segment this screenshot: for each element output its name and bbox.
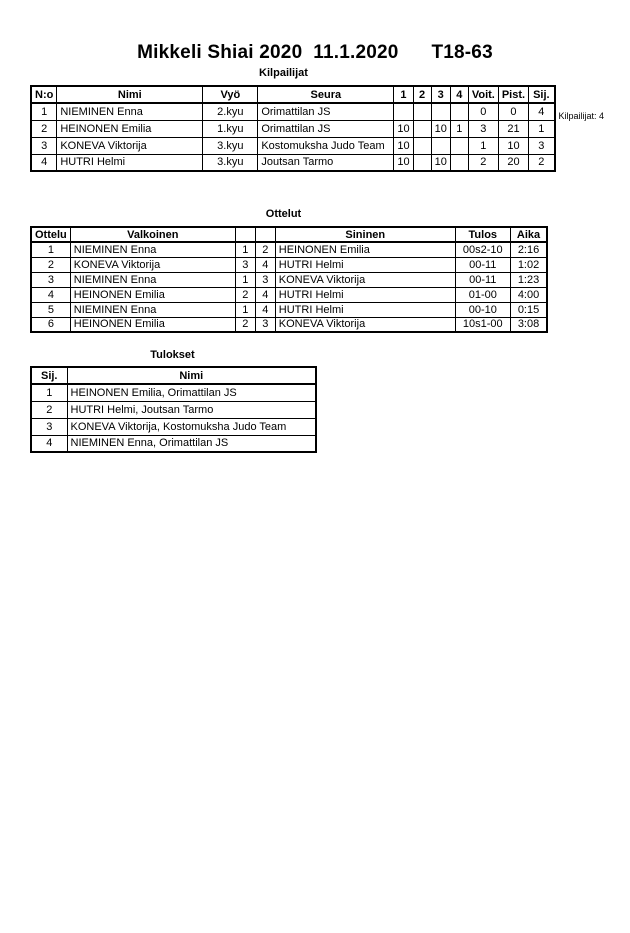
cell-score3: 10 (431, 120, 450, 137)
col-header-white: Valkoinen (70, 227, 235, 242)
cell-white-no: 1 (235, 302, 255, 317)
cell-score1: 10 (394, 137, 413, 154)
cell-no: 3 (31, 137, 57, 154)
cell-white: NIEMINEN Enna (70, 302, 235, 317)
cell-points: 21 (498, 120, 528, 137)
cell-result: 10s1-00 (455, 317, 510, 332)
cell-result-name: KONEVA Viktorija, Kostomuksha Judo Team (67, 418, 316, 435)
col-header-wins: Voit. (468, 86, 498, 103)
cell-blue: HUTRI Helmi (275, 287, 455, 302)
col-header-points: Pist. (498, 86, 528, 103)
cell-name: KONEVA Viktorija (57, 137, 203, 154)
col-header-belt: Vyö (203, 86, 258, 103)
cell-white-no: 2 (235, 317, 255, 332)
results-header-row (31, 367, 316, 384)
cell-place: 1 (529, 120, 555, 137)
section-title-ottelut: Ottelut (265, 208, 302, 220)
col-header-result-name: Nimi (67, 367, 316, 384)
cell-white-no: 1 (235, 272, 255, 287)
competitor-row (31, 120, 555, 137)
cell-score3 (431, 137, 450, 154)
cell-match-no: 6 (31, 317, 70, 332)
col-header-blue: Sininen (275, 227, 455, 242)
cell-white: NIEMINEN Enna (70, 242, 235, 257)
cell-white-no: 3 (235, 257, 255, 272)
cell-place: 3 (529, 137, 555, 154)
cell-result: 00-10 (455, 302, 510, 317)
cell-club: Orimattilan JS (258, 103, 394, 120)
cell-result-name: HUTRI Helmi, Joutsan Tarmo (67, 401, 316, 418)
section-title-tulokset: Tulokset (150, 349, 195, 361)
matches-table (30, 226, 548, 333)
col-header-score1: 1 (394, 86, 413, 103)
cell-club: Orimattilan JS (258, 120, 394, 137)
cell-blue-no: 3 (255, 317, 275, 332)
match-row (31, 287, 547, 302)
cell-blue-no: 4 (255, 287, 275, 302)
col-header-score2: 2 (413, 86, 431, 103)
cell-no: 1 (31, 103, 57, 120)
cell-result-name: HEINONEN Emilia, Orimattilan JS (67, 384, 316, 401)
cell-score2 (413, 154, 431, 171)
cell-wins: 2 (468, 154, 498, 171)
cell-blue: HUTRI Helmi (275, 257, 455, 272)
cell-result-place: 3 (31, 418, 67, 435)
cell-white-no: 2 (235, 287, 255, 302)
matches-header-row (31, 227, 547, 242)
cell-place: 2 (529, 154, 555, 171)
match-row (31, 302, 547, 317)
cell-score4: 1 (450, 120, 468, 137)
cell-time: 0:15 (510, 302, 547, 317)
cell-name: HUTRI Helmi (57, 154, 203, 171)
section-title-kilpailijat: Kilpailijat (259, 67, 308, 79)
competitor-row (31, 103, 555, 120)
cell-score1 (394, 103, 413, 120)
cell-match-no: 1 (31, 242, 70, 257)
cell-white-no: 1 (235, 242, 255, 257)
cell-blue: HEINONEN Emilia (275, 242, 455, 257)
col-header-club: Seura (258, 86, 394, 103)
cell-score3 (431, 103, 450, 120)
cell-match-no: 5 (31, 302, 70, 317)
cell-white: HEINONEN Emilia (70, 287, 235, 302)
competitors-header-row (31, 86, 555, 103)
cell-belt: 1.kyu (203, 120, 258, 137)
cell-place: 4 (529, 103, 555, 120)
result-row (31, 401, 316, 418)
cell-time: 3:08 (510, 317, 547, 332)
cell-club: Kostomuksha Judo Team (258, 137, 394, 154)
cell-blue: KONEVA Viktorija (275, 317, 455, 332)
cell-belt: 3.kyu (203, 154, 258, 171)
cell-result-place: 2 (31, 401, 67, 418)
cell-points: 0 (498, 103, 528, 120)
cell-time: 4:00 (510, 287, 547, 302)
cell-blue: KONEVA Viktorija (275, 272, 455, 287)
col-header-result: Tulos (455, 227, 510, 242)
cell-result: 01-00 (455, 287, 510, 302)
col-header-place: Sij. (529, 86, 555, 103)
cell-wins: 0 (468, 103, 498, 120)
match-row (31, 272, 547, 287)
cell-wins: 3 (468, 120, 498, 137)
cell-no: 2 (31, 120, 57, 137)
cell-score4 (450, 103, 468, 120)
cell-name: NIEMINEN Enna (57, 103, 203, 120)
results-table (30, 366, 317, 453)
cell-result: 00-11 (455, 257, 510, 272)
col-header-score3: 3 (431, 86, 450, 103)
col-header-no: N:o (31, 86, 57, 103)
col-header-score4: 4 (450, 86, 468, 103)
cell-name: HEINONEN Emilia (57, 120, 203, 137)
cell-score2 (413, 120, 431, 137)
cell-score3: 10 (431, 154, 450, 171)
cell-club: Joutsan Tarmo (258, 154, 394, 171)
page-title: Mikkeli Shiai 2020 11.1.2020 T18-63 (137, 42, 493, 63)
match-row (31, 242, 547, 257)
cell-result: 00s2-10 (455, 242, 510, 257)
cell-time: 1:23 (510, 272, 547, 287)
cell-belt: 3.kyu (203, 137, 258, 154)
cell-blue-no: 2 (255, 242, 275, 257)
col-header-blue-no (255, 227, 275, 242)
cell-white: NIEMINEN Enna (70, 272, 235, 287)
result-row (31, 418, 316, 435)
cell-result-place: 1 (31, 384, 67, 401)
cell-score4 (450, 137, 468, 154)
result-row (31, 384, 316, 401)
cell-match-no: 4 (31, 287, 70, 302)
cell-score4 (450, 154, 468, 171)
cell-score1: 10 (394, 120, 413, 137)
competitor-row (31, 154, 555, 171)
match-row (31, 317, 547, 332)
cell-white: HEINONEN Emilia (70, 317, 235, 332)
cell-time: 2:16 (510, 242, 547, 257)
cell-blue-no: 3 (255, 272, 275, 287)
col-header-name: Nimi (57, 86, 203, 103)
cell-points: 10 (498, 137, 528, 154)
cell-points: 20 (498, 154, 528, 171)
cell-belt: 2.kyu (203, 103, 258, 120)
col-header-time: Aika (510, 227, 547, 242)
col-header-result-place: Sij. (31, 367, 67, 384)
cell-result-place: 4 (31, 435, 67, 452)
competitors-table (30, 85, 556, 172)
cell-score2 (413, 103, 431, 120)
competitors-count-label: Kilpailijat: 4 (558, 111, 604, 121)
competitor-row (31, 137, 555, 154)
cell-blue-no: 4 (255, 257, 275, 272)
cell-white: KONEVA Viktorija (70, 257, 235, 272)
result-row (31, 435, 316, 452)
cell-no: 4 (31, 154, 57, 171)
cell-match-no: 2 (31, 257, 70, 272)
cell-score2 (413, 137, 431, 154)
cell-blue-no: 4 (255, 302, 275, 317)
cell-time: 1:02 (510, 257, 547, 272)
cell-wins: 1 (468, 137, 498, 154)
col-header-match-no: Ottelu (31, 227, 70, 242)
match-row (31, 257, 547, 272)
cell-result: 00-11 (455, 272, 510, 287)
cell-result-name: NIEMINEN Enna, Orimattilan JS (67, 435, 316, 452)
cell-match-no: 3 (31, 272, 70, 287)
cell-score1: 10 (394, 154, 413, 171)
col-header-white-no (235, 227, 255, 242)
cell-blue: HUTRI Helmi (275, 302, 455, 317)
